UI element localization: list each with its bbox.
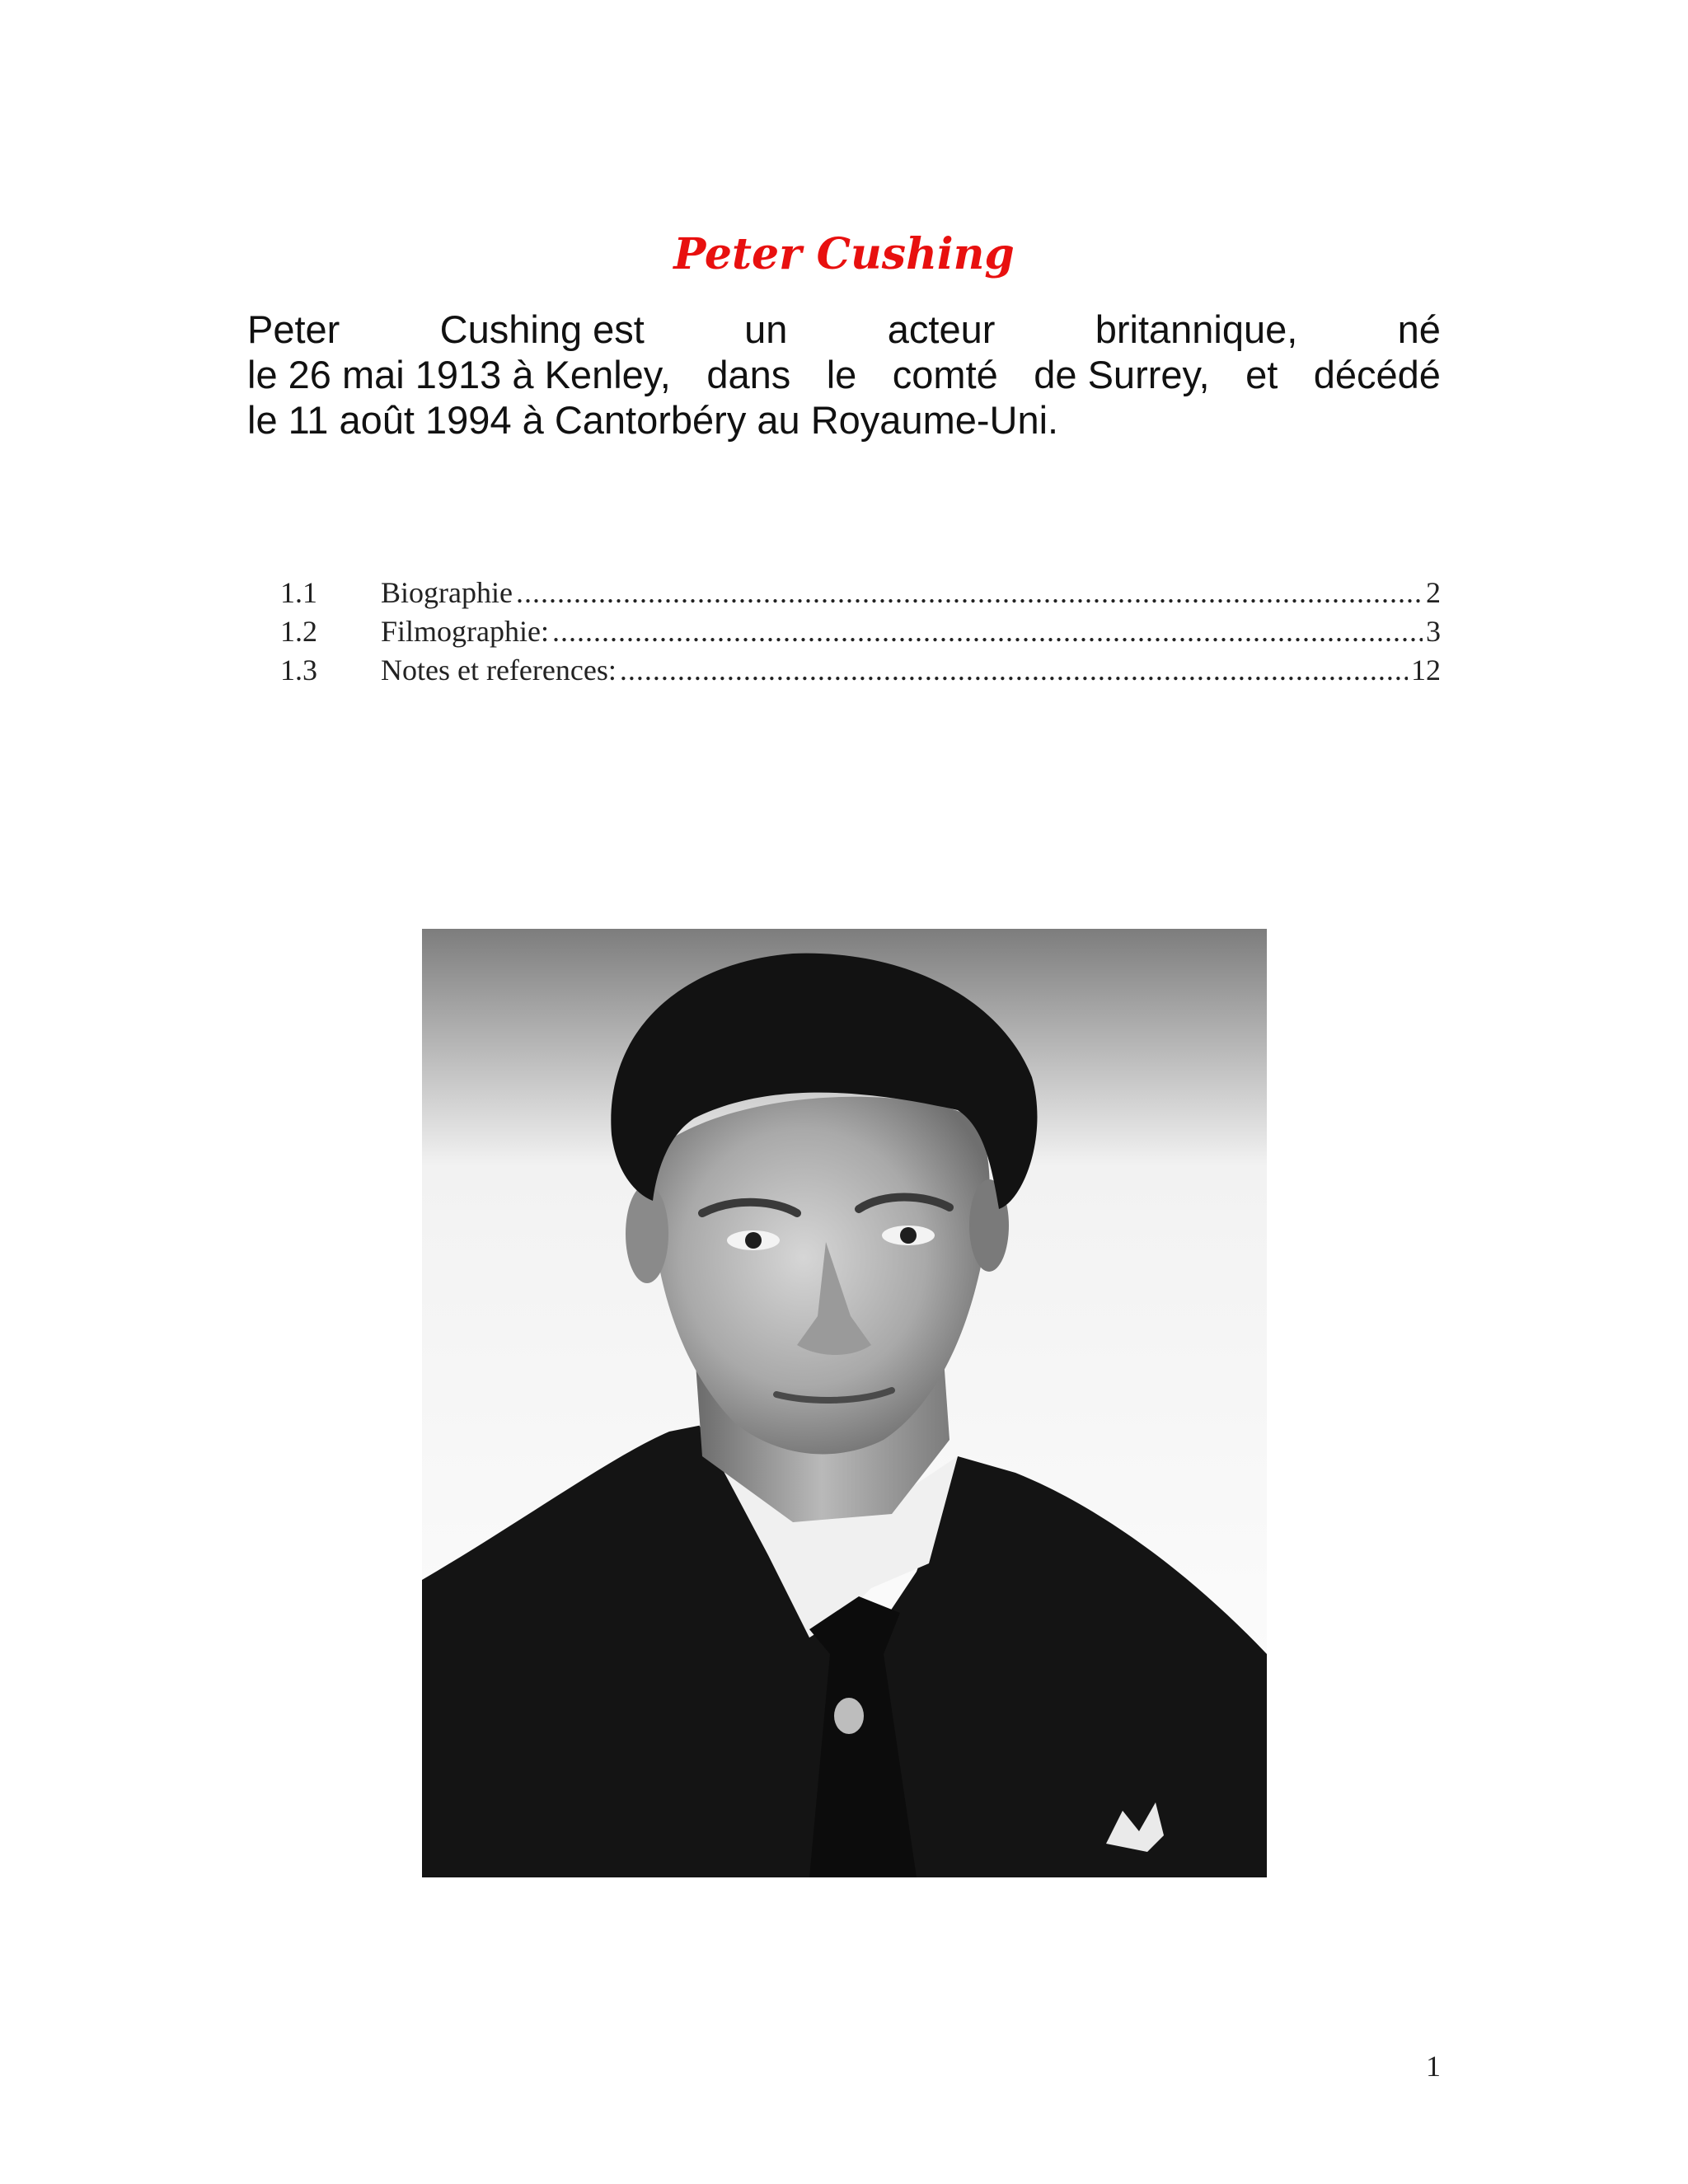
toc-entry-number: 1.3 <box>280 654 317 687</box>
toc-entry-label[interactable]: Notes et references: <box>381 654 617 687</box>
intro-line <box>247 307 1441 352</box>
intro-word: le 26 mai 1913 à Kenley, <box>247 353 671 396</box>
toc-entry-page: 3 <box>1426 615 1441 648</box>
toc-entry-biographie[interactable] <box>280 574 1441 612</box>
intro-word: un <box>744 307 788 351</box>
toc-entry-page: 2 <box>1426 576 1441 609</box>
document-title: Peter Cushing <box>673 229 1015 279</box>
toc-entry-page: 12 <box>1411 654 1441 687</box>
intro-word: né <box>1397 307 1441 351</box>
intro-word: acteur <box>887 307 996 351</box>
table-of-contents <box>280 574 1441 690</box>
intro-paragraph <box>247 307 1441 443</box>
intro-word: Cushing est <box>439 307 645 351</box>
toc-dot-leader <box>552 612 1423 651</box>
intro-word: comté <box>892 353 998 396</box>
intro-line <box>247 397 1441 443</box>
intro-word: britannique, <box>1095 307 1298 351</box>
intro-word: le 11 août 1994 à Cantorbéry au Royaume-Uni. <box>247 398 1059 442</box>
intro-line <box>247 352 1441 397</box>
toc-entry-label[interactable]: Biographie <box>381 576 513 609</box>
toc-dot-leader <box>620 651 1408 690</box>
intro-word: Peter <box>247 307 340 351</box>
intro-word: et <box>1245 353 1278 396</box>
intro-word: de Surrey, <box>1034 353 1210 396</box>
toc-entry-filmographie[interactable] <box>280 612 1441 651</box>
portrait-photo <box>422 929 1267 1877</box>
portrait-image <box>422 929 1267 1877</box>
toc-entry-notes[interactable] <box>280 651 1441 690</box>
intro-word: dans <box>706 353 791 396</box>
toc-entry-number: 1.2 <box>280 615 317 648</box>
toc-entry-label[interactable]: Filmographie: <box>381 615 549 648</box>
toc-entry-number: 1.1 <box>280 576 317 609</box>
page-number: 1 <box>1426 2050 1441 2083</box>
intro-word: décédé <box>1313 353 1441 396</box>
intro-word: le <box>826 353 857 396</box>
toc-dot-leader <box>516 574 1423 612</box>
